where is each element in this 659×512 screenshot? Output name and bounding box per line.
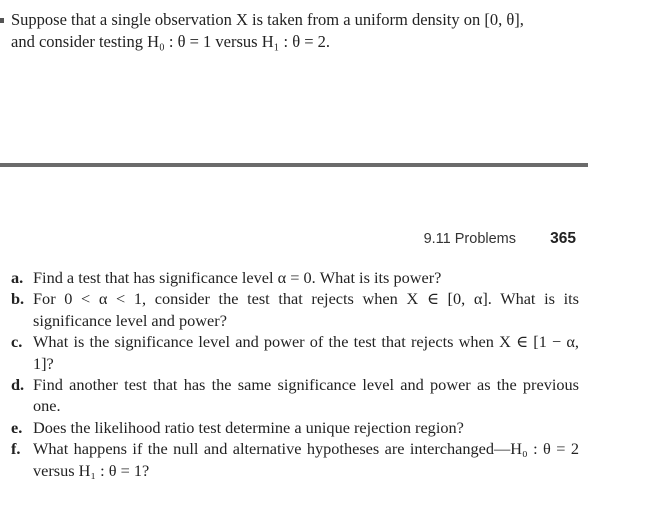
problem-intro <box>11 9 591 53</box>
problem-text: For 0 < α < 1, consider the test that rejects when X ∈ [0, α]. What is its significance level and power? <box>33 289 579 330</box>
problem-letter: e. <box>11 417 23 437</box>
intro-line-1: Suppose that a single observation X is taken from a uniform density on [0, θ], <box>11 10 524 29</box>
page-number: 365 <box>550 230 576 247</box>
problem-item-a <box>11 267 579 288</box>
problem-text: Find another test that has the same significance level and power as the previous one. <box>33 375 579 416</box>
running-header <box>0 230 578 250</box>
problem-list <box>11 267 579 481</box>
problem-item-d <box>11 374 579 417</box>
problem-text: What is the significance level and power of the test that rejects when X ∈ [1 − α, 1]? <box>33 332 579 373</box>
margin-mark <box>0 18 4 23</box>
problem-item-c <box>11 331 579 374</box>
page-break-rule <box>0 163 588 167</box>
problem-letter: b. <box>11 289 25 309</box>
problem-text: Does the likelihood ratio test determine a unique rejection region? <box>33 417 464 437</box>
problem-letter: a. <box>11 268 24 287</box>
section-title: 9.11 Problems <box>423 231 516 247</box>
problem-letter: d. <box>11 375 25 395</box>
problem-letter: c. <box>11 332 23 352</box>
intro-line-2: and consider testing H₀ : θ = 1 versus H₁ : θ = 2. <box>11 32 331 51</box>
problem-item-e <box>11 417 579 438</box>
problem-text: Find a test that has significance level α = 0. What is its power? <box>33 268 442 287</box>
problem-text: What happens if the null and alternative hypotheses are interchanged—H₀ : θ = 2 versus H₁ : θ = 1? <box>33 439 579 480</box>
problem-letter: f. <box>11 439 21 459</box>
problem-item-f <box>11 438 579 481</box>
problem-item-b <box>11 288 579 331</box>
